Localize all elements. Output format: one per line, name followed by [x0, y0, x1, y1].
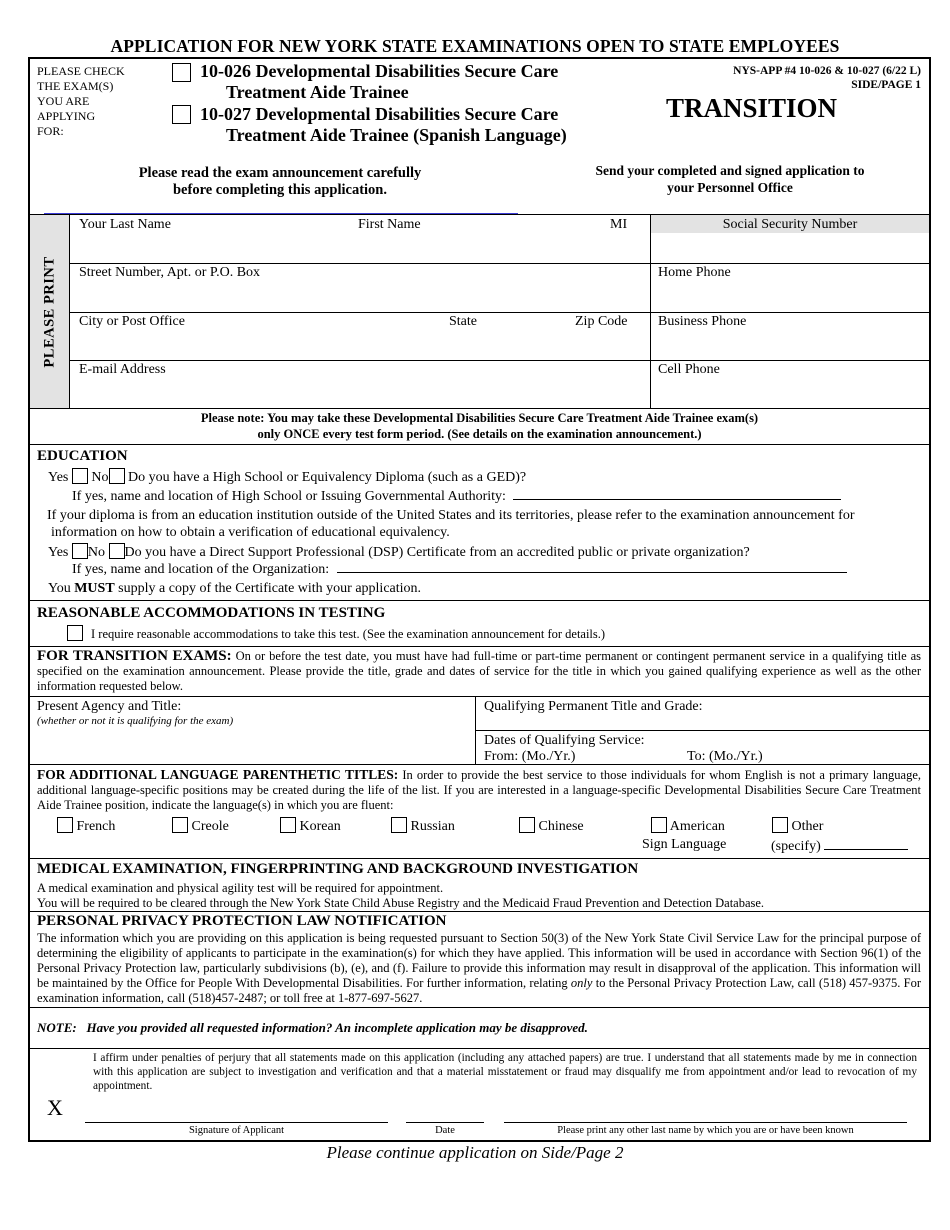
- diploma-question: Yes No Do you have a High School or Equivalency Diploma (such as a GED)?: [48, 470, 527, 485]
- lang-creole[interactable]: Creole: [172, 817, 229, 835]
- date-caption: Date: [435, 1125, 455, 1136]
- korean-checkbox[interactable]: [280, 817, 296, 833]
- to-date-field[interactable]: To: (Mo./Yr.): [687, 749, 763, 764]
- application-form: [28, 57, 931, 1142]
- lang-korean[interactable]: Korean: [280, 817, 341, 835]
- other-name-line[interactable]: [504, 1122, 907, 1123]
- education-heading: EDUCATION: [37, 448, 128, 464]
- exam-10-027-label: 10-027 Developmental Disabilities Secure Care Treatment Aide Trainee (Spanish Language): [200, 104, 567, 145]
- medical-heading: MEDICAL EXAMINATION, FINGERPRINTING AND BACKGROUND INVESTIGATION: [37, 861, 639, 877]
- first-name-field[interactable]: First Name: [358, 217, 421, 232]
- accommodations-label: I require reasonable accommodations to take this test. (See the examination announcement for details.): [91, 627, 606, 641]
- american-sign-language-checkbox[interactable]: [651, 817, 667, 833]
- home-phone-field[interactable]: Home Phone: [658, 265, 731, 280]
- signature-caption: Signature of Applicant: [188, 1125, 285, 1136]
- accommodations-checkbox[interactable]: [67, 625, 83, 641]
- foreign-diploma-note: If your diploma is from an education institution outside of the United States and its territories, please refer to the examination announcement for information on how to obtain a verification of educational equivalency.: [47, 508, 855, 540]
- russian-checkbox[interactable]: [391, 817, 407, 833]
- business-phone-field[interactable]: Business Phone: [658, 314, 747, 329]
- creole-checkbox[interactable]: [172, 817, 188, 833]
- incomplete-note: NOTE: Have you provided all requested information? An incomplete application may be disapproved.: [37, 1020, 588, 1035]
- accommodations-heading: REASONABLE ACCOMMODATIONS IN TESTING: [37, 605, 386, 621]
- dsp-no-checkbox[interactable]: [109, 543, 125, 559]
- city-field[interactable]: City or Post Office: [79, 314, 185, 329]
- language-instructions: FOR ADDITIONAL LANGUAGE PARENTHETIC TITLES: In order to provide the best service to those individuals for whom English is not a primary language, additional language-specific positions may be created during the life of the list. If you are interested in a language-specific Developmental Disabilities Secure Care Treatment Aide Trainee position, indicate the language(s) in which you are fluent:: [37, 767, 921, 812]
- read-notice: Please read the exam announcement carefully before completing this application.: [138, 165, 422, 198]
- date-line[interactable]: [406, 1122, 484, 1123]
- other-name-caption: Please print any other last name by which you are or have been known: [557, 1125, 854, 1136]
- transition-banner: TRANSITION: [666, 93, 838, 123]
- form-id: NYS-APP #4 10-026 & 10-027 (6/22 L) SIDE/PAGE 1: [733, 65, 921, 91]
- email-field[interactable]: E-mail Address: [79, 362, 166, 377]
- french-checkbox[interactable]: [57, 817, 73, 833]
- dsp-organization-line[interactable]: [337, 572, 847, 573]
- check-prompt: PLEASE CHECK THE EXAM(S) YOU ARE APPLYING FOR:: [37, 64, 125, 138]
- diploma-followup: If yes, name and location of High School or Issuing Governmental Authority:: [72, 488, 841, 505]
- x-mark: X: [47, 1095, 63, 1120]
- signature-line[interactable]: [85, 1122, 388, 1123]
- present-agency-field[interactable]: Present Agency and Title:: [37, 699, 182, 714]
- present-agency-note: (whether or not it is qualifying for the exam): [37, 715, 234, 727]
- diploma-yes-checkbox[interactable]: [72, 468, 88, 484]
- please-print-strip: PLEASE PRINT: [30, 215, 70, 408]
- exam-10-026-checkbox[interactable]: [172, 63, 191, 82]
- affirmation-text: I affirm under penalties of perjury that all statements made on this application (including any attached papers) are true. I understand that all statements made by me in connection with this application are subject to investigation and verification and that a material misstatement or fraud may disqualify me from appointment and/or lead to revocation of my appointment.: [93, 1052, 917, 1092]
- zip-field[interactable]: Zip Code: [575, 314, 628, 329]
- exam-10-026-label: 10-026 Developmental Disabilities Secure Care Treatment Aide Trainee: [200, 61, 559, 102]
- form-title: APPLICATION FOR NEW YORK STATE EXAMINATIONS OPEN TO STATE EMPLOYEES: [110, 36, 840, 56]
- once-notice: Please note: You may take these Developmental Disabilities Secure Care Treatment Aide Trainee exam(s) only ONCE every test form period. (See details on the examination announcement.): [200, 411, 759, 441]
- other-language-checkbox[interactable]: [772, 817, 788, 833]
- ssn-field[interactable]: Social Security Number: [722, 217, 858, 232]
- last-name-field[interactable]: Your Last Name: [79, 217, 171, 232]
- mi-field[interactable]: MI: [610, 217, 628, 232]
- other-specify: (specify): [771, 838, 908, 855]
- privacy-heading: PERSONAL PRIVACY PROTECTION LAW NOTIFICATION: [37, 913, 447, 929]
- dsp-question: Yes No Do you have a Direct Support Professional (DSP) Certificate from an accredited public or private organization?: [48, 545, 750, 560]
- dsp-followup: If yes, name and location of the Organization:: [72, 561, 847, 578]
- diploma-authority-line[interactable]: [513, 499, 841, 500]
- lang-russian[interactable]: Russian: [391, 817, 455, 835]
- lang-french[interactable]: French: [57, 817, 115, 835]
- qualifying-dates-label: Dates of Qualifying Service:: [484, 733, 645, 748]
- continue-footer: Please continue application on Side/Page 2: [326, 1143, 624, 1162]
- qualifying-title-field[interactable]: Qualifying Permanent Title and Grade:: [484, 699, 703, 714]
- other-language-line[interactable]: [824, 849, 908, 850]
- privacy-text: The information which you are providing on this application is being requested pursuant to Section 50(3) of the New York State Civil Service Law for the principal purpose of determining the eligibility of applicants to participate in the examination(s) for which they have applied. This information will be used in accordance with Section 96(1) of the Personal Privacy Protection law, particularly subdivisions (b), (e), and (f). Failure to provide this information may result in disapproval of the application. This information will be maintained by the Office for People With Developmental Disabilities. For further information, relating only to the Personal Privacy Protection Law, call (518) 457-9375. For examination information, call (518)457-2487; or toll free at 1-877-697-5627.: [37, 931, 921, 1005]
- medical-text: A medical examination and physical agility test will be required for appointment. You will be required to be cleared through the New York State Child Abuse Registry and the Medicaid Fraud Prevention and Detection Database.: [37, 881, 765, 910]
- street-field[interactable]: Street Number, Apt. or P.O. Box: [79, 265, 261, 280]
- cell-phone-field[interactable]: Cell Phone: [658, 362, 720, 377]
- lang-other[interactable]: Other: [772, 817, 823, 835]
- dsp-yes-checkbox[interactable]: [72, 543, 88, 559]
- certificate-notice: You MUST supply a copy of the Certificate with your application.: [48, 581, 422, 596]
- exam-10-027-checkbox[interactable]: [172, 105, 191, 124]
- diploma-no-checkbox[interactable]: [109, 468, 125, 484]
- transition-instructions: FOR TRANSITION EXAMS: On or before the test date, you must have had full-time or part-time permanent or contingent permanent service in a qualifying title as specified on the examination announcement. Please provide the title, grade and dates of service for the title in which you gained qualifying experience as well as the other information requested below.: [37, 648, 921, 693]
- lang-chinese[interactable]: Chinese: [519, 817, 584, 835]
- send-notice: Send your completed and signed application to your Personnel Office: [595, 163, 865, 195]
- asl-label-line2: Sign Language: [642, 837, 727, 852]
- state-field[interactable]: State: [449, 314, 477, 329]
- chinese-checkbox[interactable]: [519, 817, 535, 833]
- lang-american-sign[interactable]: American: [651, 817, 725, 835]
- from-date-field[interactable]: From: (Mo./Yr.): [484, 749, 576, 764]
